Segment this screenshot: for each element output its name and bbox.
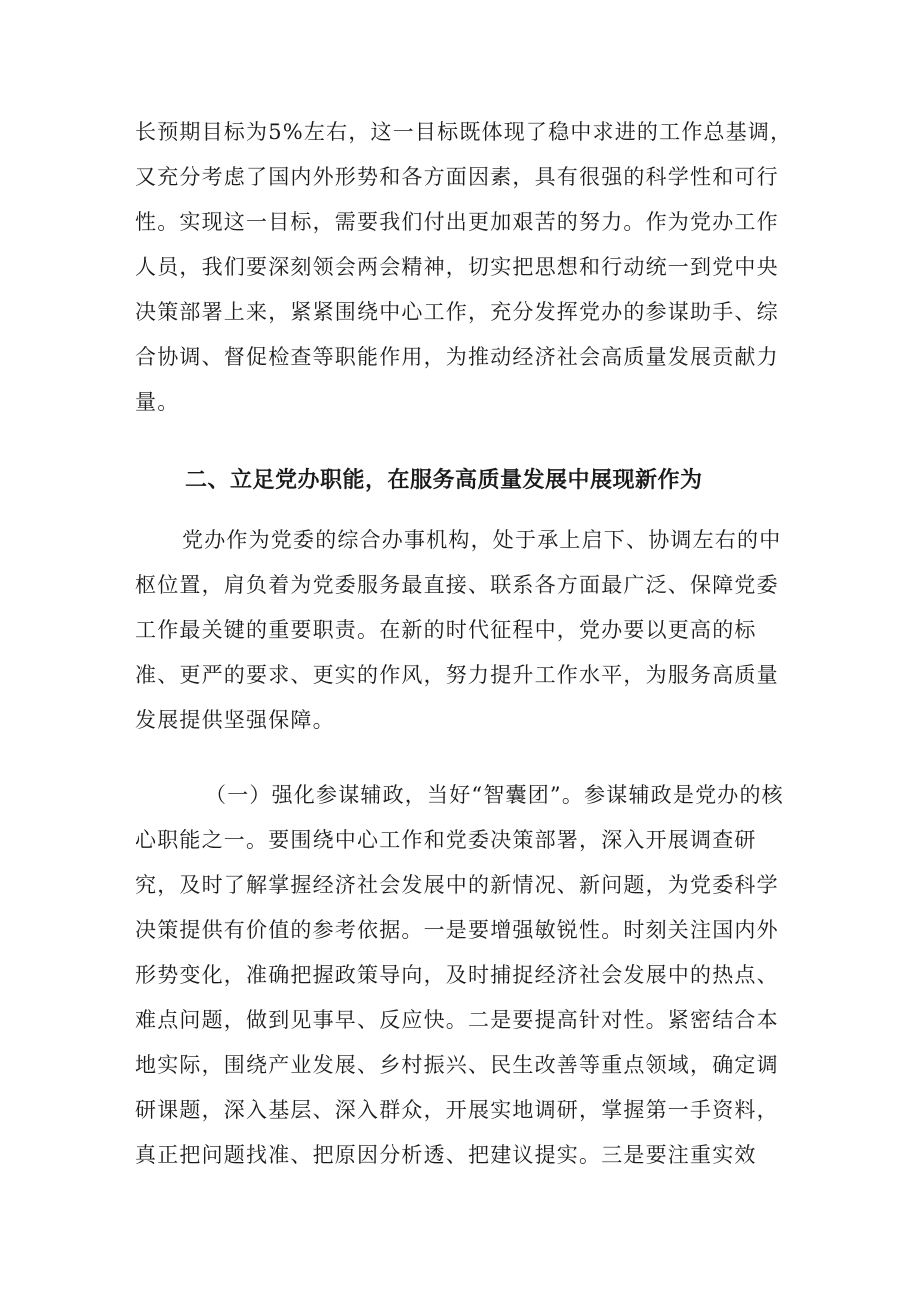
paragraph-2-line-3: 工作最关键的重要职责。在新的时代征程中，党办要以更高的标 bbox=[135, 618, 757, 642]
section-heading: 二、立足党办职能，在服务高质量发展中展现新作为 bbox=[185, 468, 703, 493]
paragraph-3-line-8: 研课题，深入基层、深入群众，开展实地调研，掌握第一手资料， bbox=[135, 1098, 779, 1122]
paragraph-3-line-5: 形势变化，准确把握政策导向，及时捕捉经济社会发展中的热点、 bbox=[135, 963, 779, 987]
paragraph-1-line-2: 又充分考虑了国内外形势和各方面因素，具有很强的科学性和可行 bbox=[135, 165, 779, 189]
paragraph-3-line-2: 心职能之一。要围绕中心工作和党委决策部署，深入开展调查研 bbox=[135, 828, 757, 852]
paragraph-3-line-6: 难点问题，做到见事早、反应快。二是要提高针对性。紧密结合本 bbox=[135, 1008, 779, 1032]
paragraph-3-line-9: 真正把问题找准、把原因分析透、把建议提实。三是要注重实效 bbox=[135, 1143, 757, 1167]
paragraph-2-line-5: 发展提供坚强保障。 bbox=[135, 708, 335, 732]
paragraph-2-line-1: 党办作为党委的综合办事机构，处于承上启下、协调左右的中 bbox=[182, 528, 782, 552]
paragraph-1-line-6: 合协调、督促检查等职能作用，为推动经济社会高质量发展贡献力 bbox=[135, 345, 779, 369]
paragraph-2-line-2: 枢位置，肩负着为党委服务最直接、联系各方面最广泛、保障党委 bbox=[135, 573, 779, 597]
paragraph-3-line-1: （一）强化参谋辅政，当好“智囊团”。参谋辅政是党办的核 bbox=[205, 783, 784, 807]
paragraph-3-line-3: 究，及时了解掌握经济社会发展中的新情况、新问题，为党委科学 bbox=[135, 873, 779, 897]
paragraph-3-line-4: 决策提供有价值的参考依据。一是要增强敏锐性。时刻关注国内外 bbox=[135, 918, 779, 942]
paragraph-1-line-5: 决策部署上来，紧紧围绕中心工作，充分发挥党办的参谋助手、综 bbox=[135, 300, 779, 324]
paragraph-1-line-1: 长预期目标为5%左右，这一目标既体现了稳中求进的工作总基调， bbox=[135, 120, 793, 144]
paragraph-1-line-4: 人员，我们要深刻领会两会精神，切实把思想和行动统一到党中央 bbox=[135, 255, 779, 279]
paragraph-1-line-7: 量。 bbox=[135, 390, 180, 414]
paragraph-1-line-3: 性。实现这一目标，需要我们付出更加艰苦的努力。作为党办工作 bbox=[135, 210, 779, 234]
paragraph-2-line-4: 准、更严的要求、更实的作风，努力提升工作水平，为服务高质量 bbox=[135, 663, 779, 687]
paragraph-3-line-7: 地实际，围绕产业发展、乡村振兴、民生改善等重点领域，确定调 bbox=[135, 1053, 779, 1077]
